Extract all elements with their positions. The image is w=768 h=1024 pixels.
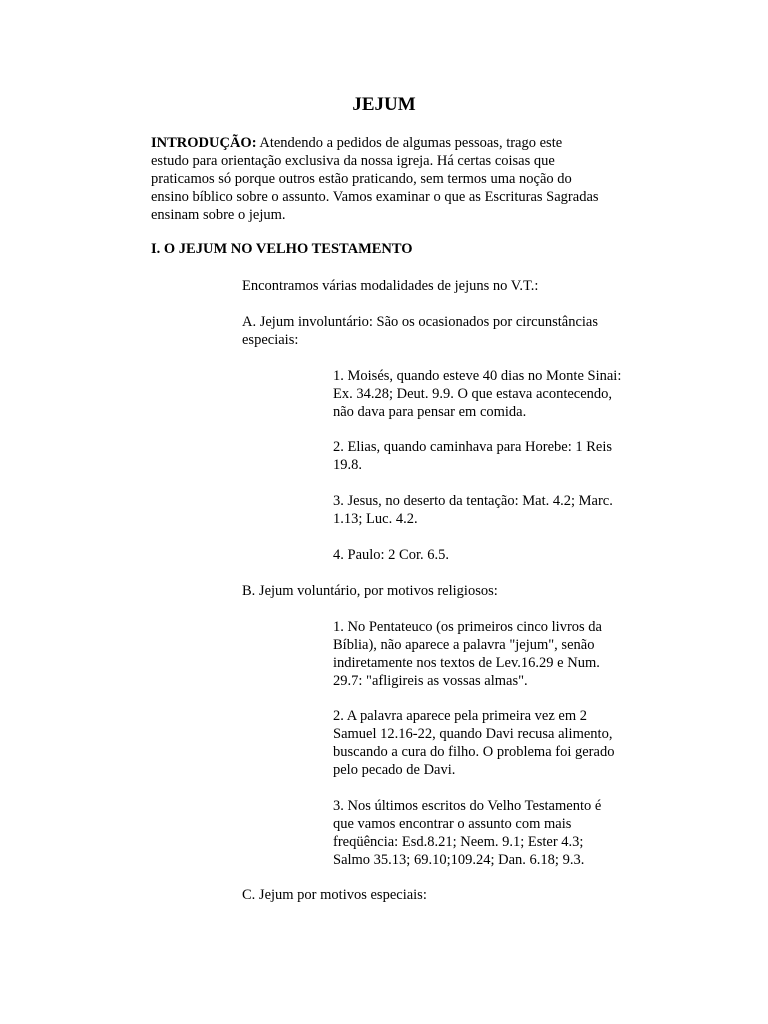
list-item: 4. Paulo: 2 Cor. 6.5. [333, 547, 450, 563]
list-item: 1. No Pentateuco (os primeiros cinco livros da Bíblia), não aparece a palavra "jejum", senão indiretamente nos textos de Lev.16.29 e Num. 29.7: "afligireis as vossas almas". [333, 619, 602, 689]
intro-label: INTRODUÇÃO: [151, 135, 257, 151]
intro-text: Atendendo a pedidos de algumas pessoas, trago este estudo para orientação exclusiva da nossa igreja. Há certas coisas que praticamos só porque outros estão praticando, sem termos uma noção do ensino bíblico sobre o assunto. Vamos examinar o que as Escrituras Sagradas ensinam sobre o jejum. [151, 135, 599, 223]
intro-paragraph [151, 134, 601, 224]
list-item: 3. Nos últimos escritos do Velho Testamento é que vamos encontrar o assunto com mais freqüência: Esd.8.21; Neem. 9.1; Ester 4.3; Salmo 35.13; 69.10;109.24; Dan. 6.18; 9.3. [333, 798, 602, 868]
section-heading: I. O JEJUM NO VELHO TESTAMENTO [151, 241, 413, 257]
page-title: JEJUM [352, 94, 416, 115]
subsection-a-heading: A. Jejum involuntário: São os ocasionados por circunstâncias especiais: [242, 314, 598, 348]
list-item: 3. Jesus, no deserto da tentação: Mat. 4.2; Marc. 1.13; Luc. 4.2. [333, 493, 613, 527]
subsection-c-heading: C. Jejum por motivos especiais: [242, 887, 427, 903]
list-item: 1. Moisés, quando esteve 40 dias no Monte Sinai: Ex. 34.28; Deut. 9.9. O que estava acontecendo, não dava para pensar em comida. [333, 368, 622, 420]
subsection-b-heading: B. Jejum voluntário, por motivos religiosos: [242, 583, 498, 599]
section-lead: Encontramos várias modalidades de jejuns no V.T.: [242, 278, 539, 294]
list-item: 2. Elias, quando caminhava para Horebe: 1 Reis 19.8. [333, 439, 613, 473]
list-item: 2. A palavra aparece pela primeira vez em 2 Samuel 12.16-22, quando Davi recusa alimento, buscando a cura do filho. O problema foi gerado pelo pecado de Davi. [333, 708, 615, 778]
